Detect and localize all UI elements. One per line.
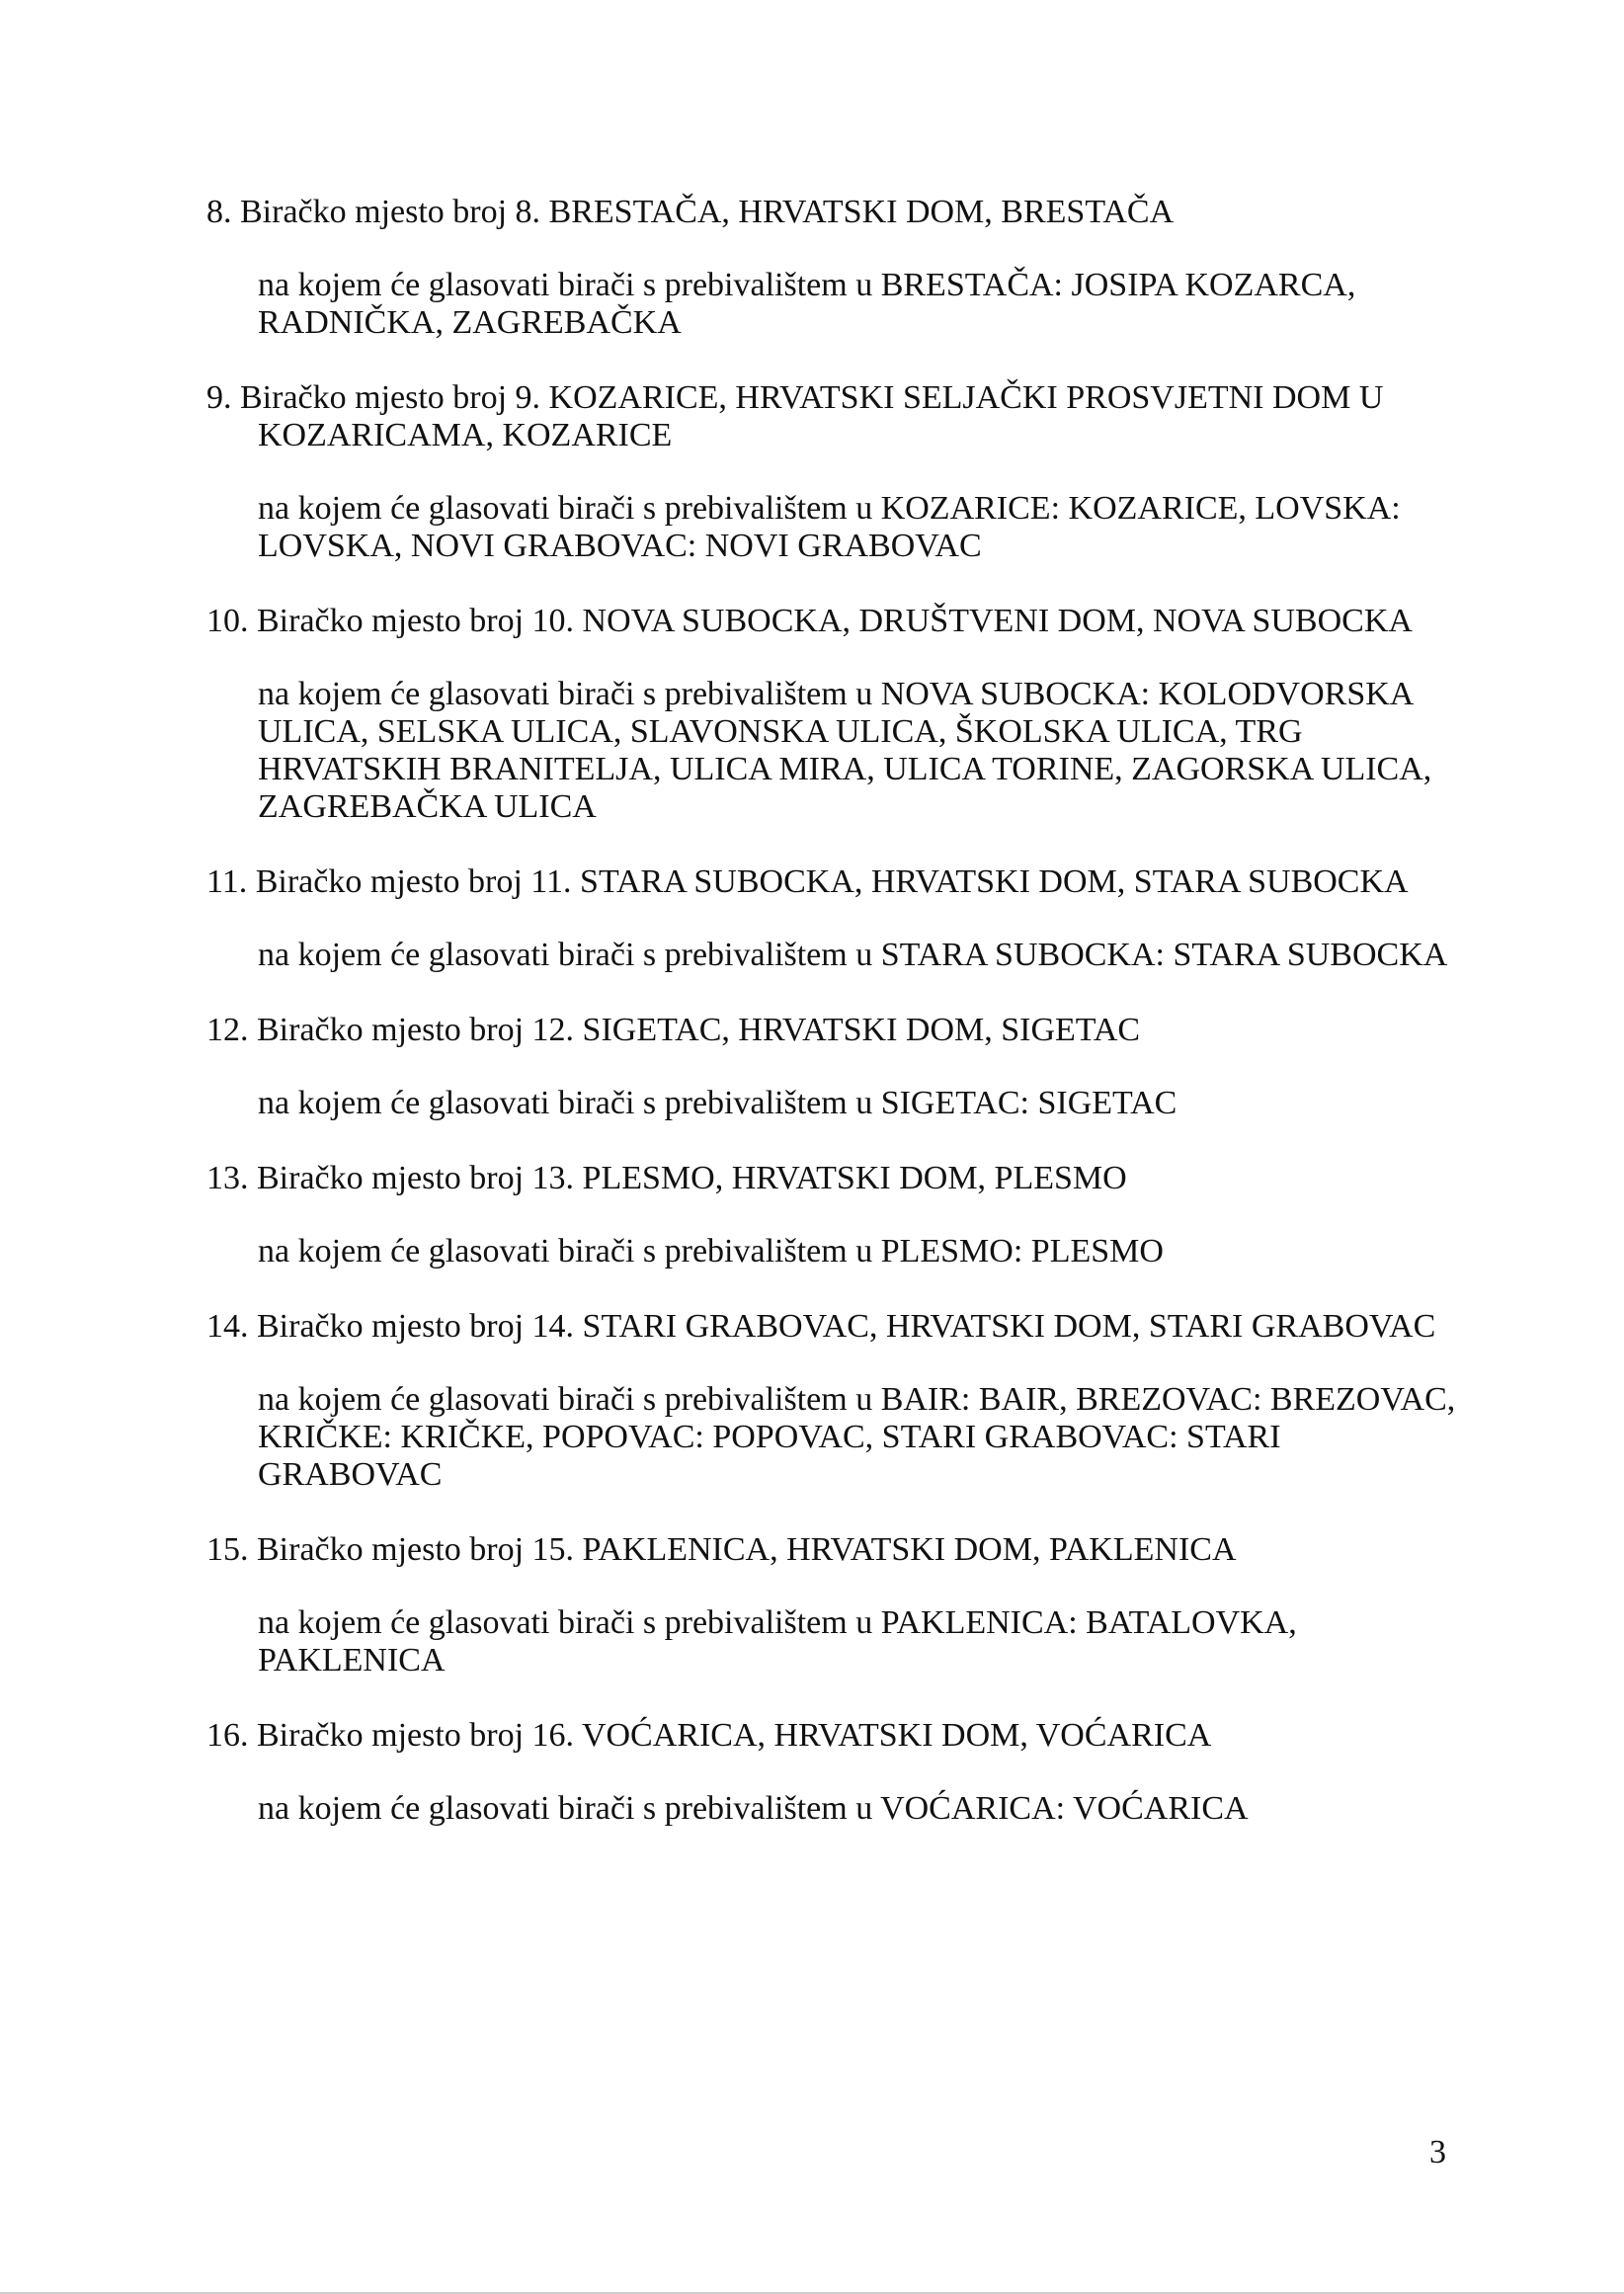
polling-station-heading: 10. Biračko mjesto broj 10. NOVA SUBOCKA, DRUŠTVENI DOM, NOVA SUBOCKA: [206, 603, 1413, 639]
polling-station-entry-12: [206, 1012, 1471, 1122]
polling-station-heading: 13. Biračko mjesto broj 13. PLESMO, HRVATSKI DOM, PLESMO: [206, 1160, 1127, 1196]
polling-station-entry-16: [206, 1717, 1471, 1828]
polling-station-entry-10: [206, 603, 1471, 826]
polling-station-description: na kojem će glasovati birači s prebivalištem u SIGETAC: SIGETAC: [258, 1085, 1177, 1121]
polling-station-heading: 12. Biračko mjesto broj 12. SIGETAC, HRVATSKI DOM, SIGETAC: [206, 1012, 1141, 1048]
polling-station-entry-14: [206, 1308, 1471, 1494]
polling-station-description: na kojem će glasovati birači s prebivalištem u NOVA SUBOCKA: KOLODVORSKA ULICA, SELSKA ULICA, SLAVONSKA ULICA, ŠKOLSKA ULICA, TRG HRVATSKIH BRANITELJA, ULICA MIRA, ULICA TORINE, ZAGORSKA ULICA, ZAGREBAČKA ULICA: [258, 676, 1432, 825]
polling-station-list: [206, 194, 1471, 1828]
polling-station-description: na kojem će glasovati birači s prebivalištem u PAKLENICA: BATALOVKA, PAKLENICA: [258, 1604, 1297, 1679]
polling-station-description: na kojem će glasovati birači s prebivalištem u KOZARICE: KOZARICE, LOVSKA: LOVSKA, NOVI GRABOVAC: NOVI GRABOVAC: [258, 490, 1401, 564]
polling-station-heading: 9. Biračko mjesto broj 9. KOZARICE, HRVATSKI SELJAČKI PROSVJETNI DOM U KOZARICAMA, KOZARICE: [206, 379, 1384, 453]
polling-station-entry-15: [206, 1531, 1471, 1680]
polling-station-heading: 11. Biračko mjesto broj 11. STARA SUBOCKA, HRVATSKI DOM, STARA SUBOCKA: [206, 863, 1409, 900]
polling-station-description: na kojem će glasovati birači s prebivalištem u BRESTAČA: JOSIPA KOZARCA, RADNIČKA, ZAGREBAČKA: [258, 267, 1356, 341]
polling-station-entry-13: [206, 1160, 1471, 1270]
polling-station-description: na kojem će glasovati birači s prebivalištem u PLESMO: PLESMO: [258, 1233, 1164, 1270]
polling-station-description: na kojem će glasovati birači s prebivalištem u VOĆARICA: VOĆARICA: [258, 1790, 1249, 1827]
polling-station-entry-11: [206, 863, 1471, 974]
polling-station-entry-9: [206, 379, 1471, 565]
polling-station-heading: 14. Biračko mjesto broj 14. STARI GRABOVAC, HRVATSKI DOM, STARI GRABOVAC: [206, 1308, 1436, 1345]
polling-station-heading: 16. Biračko mjesto broj 16. VOĆARICA, HRVATSKI DOM, VOĆARICA: [206, 1717, 1212, 1754]
polling-station-description: na kojem će glasovati birači s prebivalištem u BAIR: BAIR, BREZOVAC: BREZOVAC, KRIČKE: KRIČKE, POPOVAC: POPOVAC, STARI GRABOVAC: STARI GRABOVAC: [258, 1381, 1456, 1493]
polling-station-entry-8: [206, 194, 1471, 342]
polling-station-description: na kojem će glasovati birači s prebivalištem u STARA SUBOCKA: STARA SUBOCKA: [258, 937, 1448, 973]
polling-station-heading: 8. Biračko mjesto broj 8. BRESTAČA, HRVATSKI DOM, BRESTAČA: [206, 194, 1175, 230]
page-number: 3: [1429, 2134, 1446, 2171]
polling-station-heading: 15. Biračko mjesto broj 15. PAKLENICA, HRVATSKI DOM, PAKLENICA: [206, 1531, 1237, 1568]
